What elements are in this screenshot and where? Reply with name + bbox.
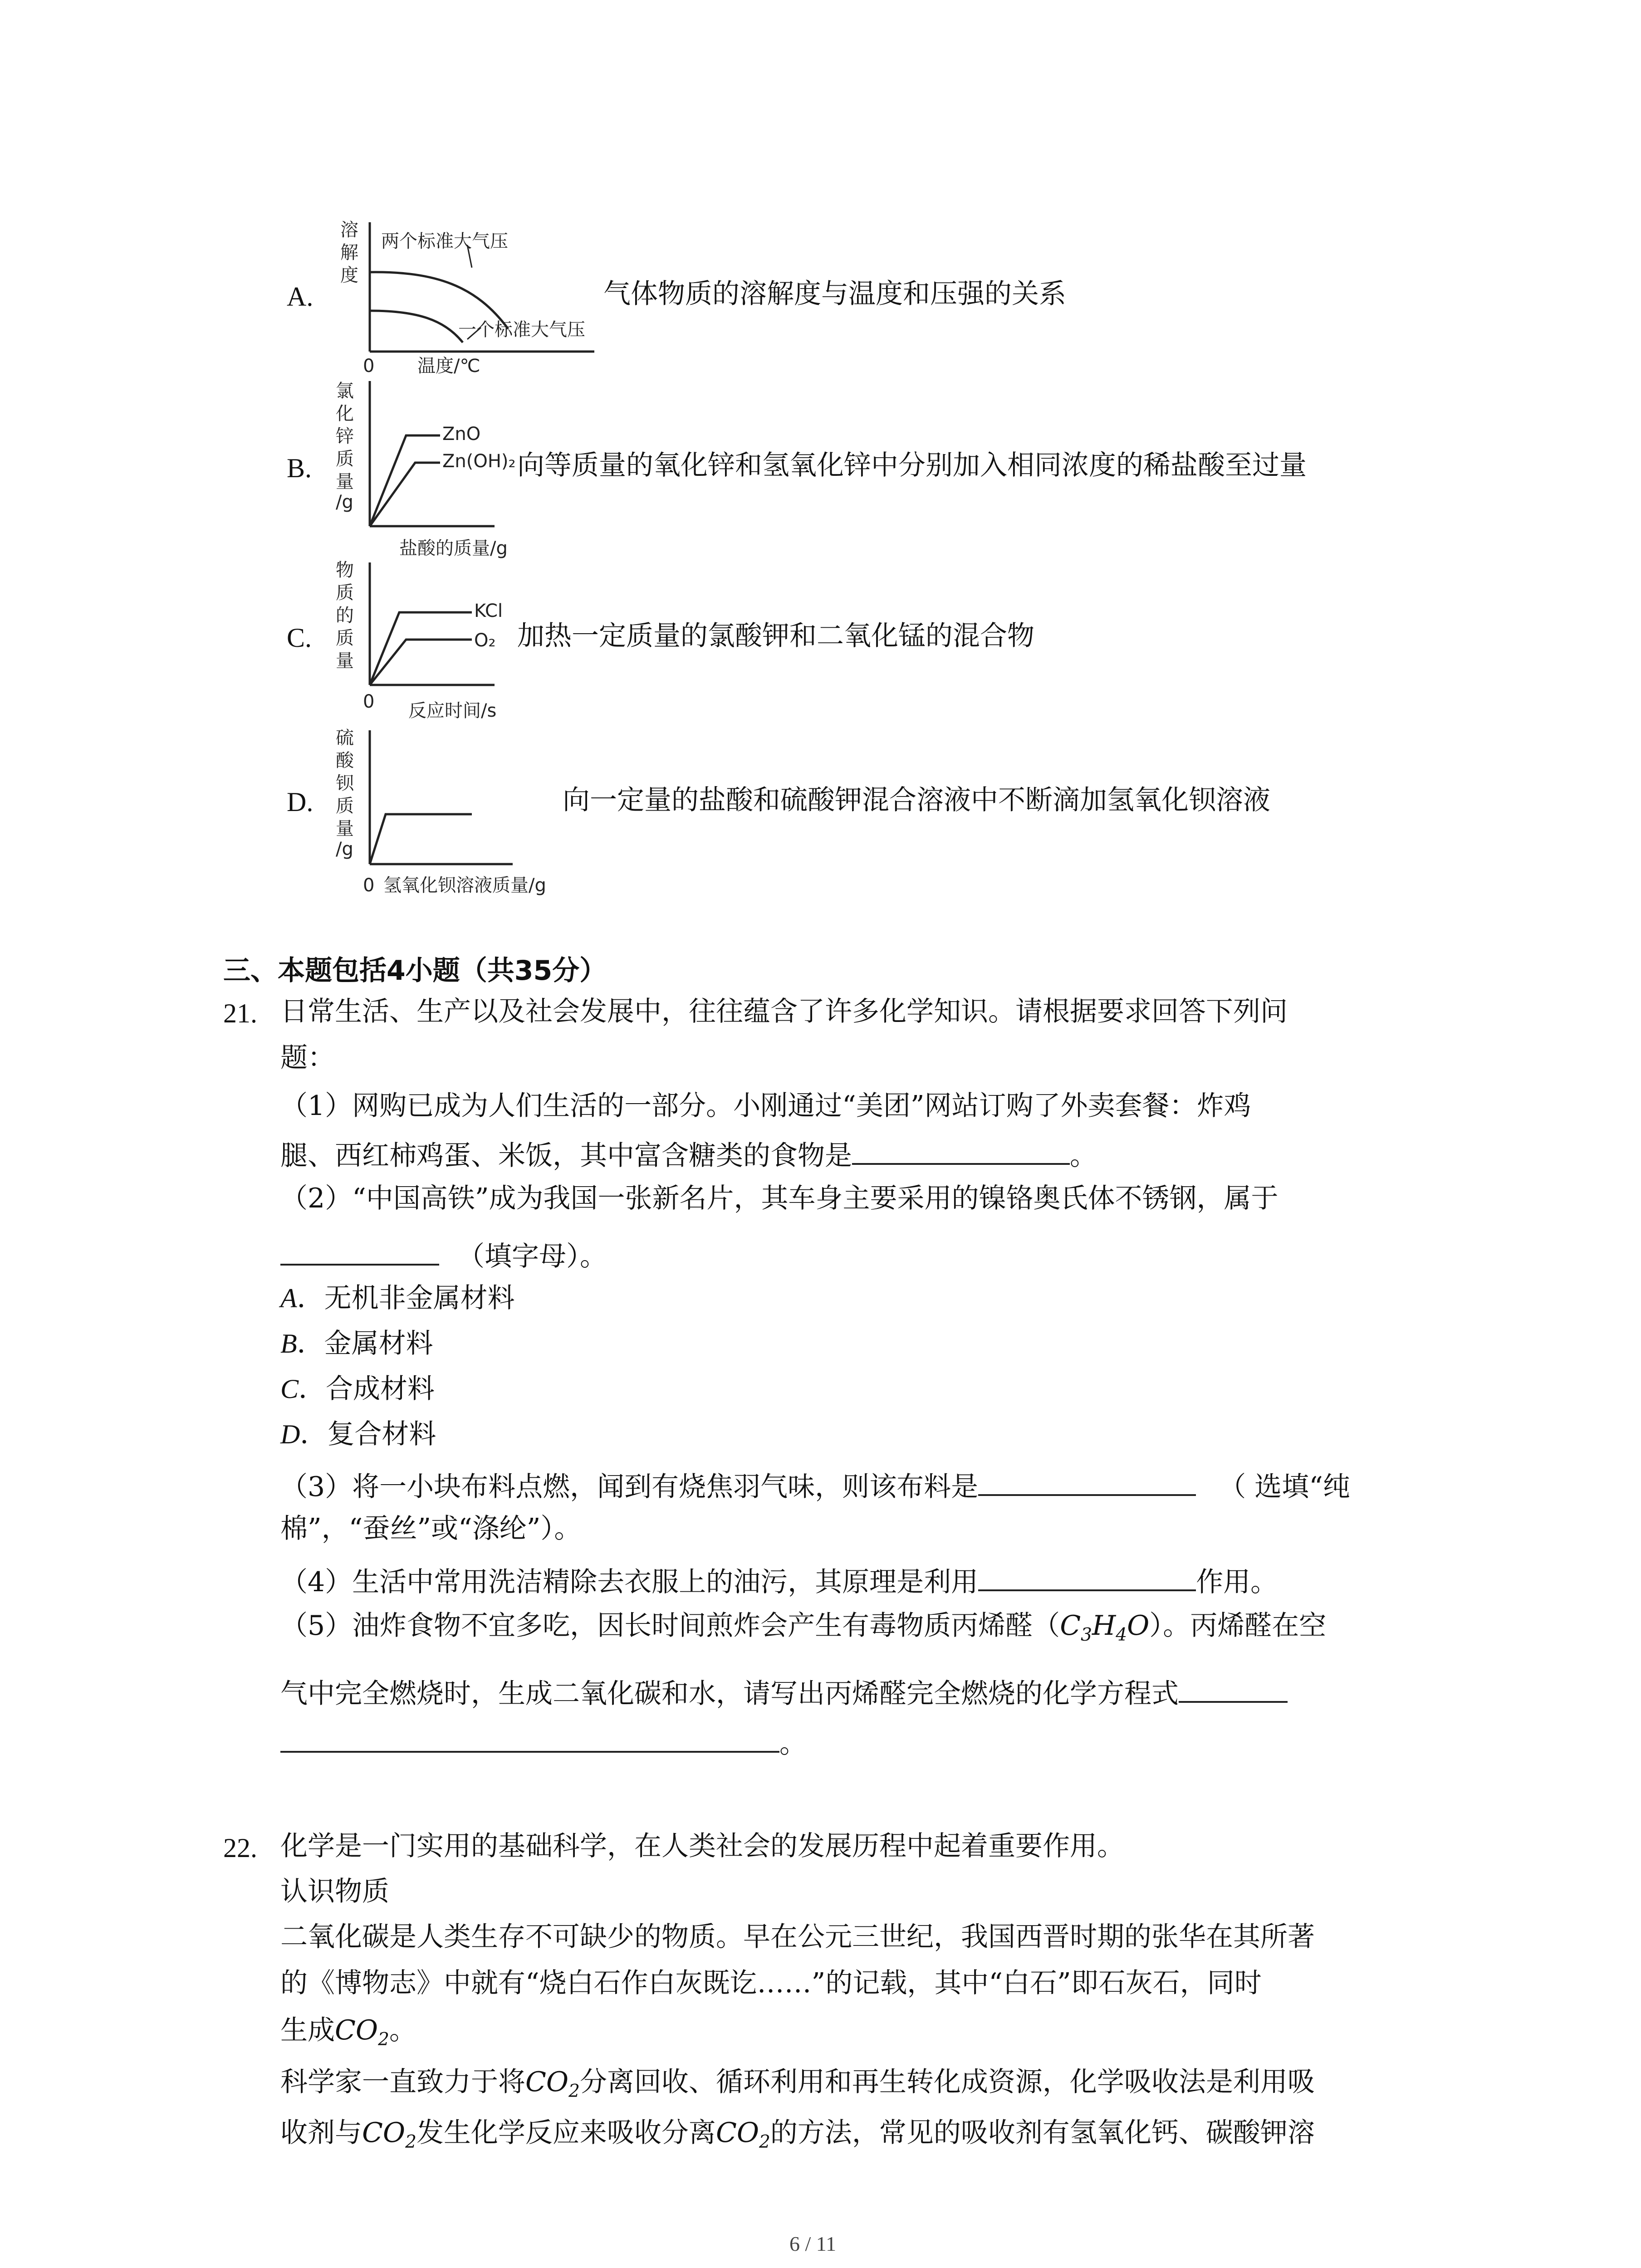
q21-stem-line1: 日常生活、生产以及社会发展中，往往蕴含了许多化学知识。请根据要求回答下列问 [280, 996, 1288, 1027]
q21-choice-d [280, 1418, 436, 1450]
graph-d-ylabel-4: 质 [336, 796, 354, 816]
graph-c-ylabel-2: 质 [336, 582, 354, 603]
q21-choice-d-letter: D [280, 1419, 300, 1449]
q21-p1-end: 。 [1070, 1140, 1097, 1172]
graph-b-xlabel: 盐酸的质量/g [399, 538, 508, 559]
q21-choice-b-letter: B [280, 1329, 297, 1359]
q21-p4-answer-blank[interactable] [978, 1564, 1196, 1591]
graph-a-curve-one-atm [370, 311, 463, 342]
q21-choice-a-text: ．无机非金属材料 [297, 1282, 515, 1314]
q22-stem: 化学是一门实用的基础科学，在人类社会的发展历程中起着重要作用。 [280, 1830, 1124, 1862]
q21-choice-a [280, 1282, 515, 1314]
option-b-graph [327, 376, 517, 562]
q21-p1-line2 [280, 1138, 1097, 1172]
option-b-text: 向等质量的氧化锌和氢氧化锌中分别加入相同浓度的稀盐酸至过量 [517, 450, 1307, 481]
graph-c-ylabel-1: 物 [336, 560, 354, 581]
graph-b-label-znoh2: Zn(OH)₂ [442, 451, 516, 472]
q22-para1-line3: 生成$CO_2$。 [280, 2014, 416, 2050]
q21-choice-b [280, 1330, 433, 1357]
q22-number: 22. [223, 1833, 257, 1863]
option-a-text: 气体物质的溶解度与温度和压强的关系 [603, 278, 1066, 310]
graph-c-ylabel-4: 质 [336, 628, 354, 649]
q21-choice-c-letter: C [280, 1374, 299, 1404]
graph-d-ylabel-2: 酸 [336, 750, 354, 771]
q21-stem-line2: 题： [280, 1042, 335, 1074]
option-b-letter: B. [287, 453, 312, 483]
q21-choice-b-text: ．金属材料 [297, 1328, 433, 1359]
q21-p2-answer-blank[interactable] [280, 1238, 439, 1266]
graph-b-ylabel-5: 量 [336, 471, 354, 492]
graph-d-curve [370, 814, 472, 864]
graph-c-label-o2: O₂ [474, 630, 496, 651]
q21-p5-line1 [280, 1612, 1326, 1644]
q21-p2-line1: （2）“中国高铁”成为我国一张新名片，其车身主要采用的镍铬奥氏体不锈钢，属于 [280, 1183, 1279, 1214]
graph-d-ylabel-6: /g [336, 839, 353, 860]
q21-p3-line1 [280, 1469, 1350, 1501]
graph-c-origin: 0 [363, 691, 375, 712]
q21-p5-text-c: 气中完全燃烧时，生成二氧化碳和水，请写出丙烯醛完全燃烧的化学方程式 [280, 1678, 1179, 1710]
graph-c-ylabel-3: 的 [336, 605, 354, 626]
option-c-letter: C. [287, 623, 312, 653]
graph-b-ylabel-4: 质 [336, 449, 354, 469]
q21-p5-line3 [280, 1725, 807, 1760]
q21-p5-answer-blank-2[interactable] [280, 1725, 779, 1753]
section-heading: 三、本题包括4小题（共35分） [223, 955, 607, 987]
graph-a-ylabel-3: 度 [340, 265, 358, 286]
q21-p4-text-a: （4）生活中常用洗洁精除去衣服上的油污，其原理是利用 [280, 1566, 979, 1598]
option-a-graph [327, 218, 608, 390]
option-d-graph [327, 726, 581, 898]
option-d-text: 向一定量的盐酸和硫酸钾混合溶液中不断滴加氢氧化钡溶液 [563, 784, 1270, 816]
q21-choice-d-text: ．复合材料 [300, 1418, 436, 1450]
q21-p5-text-b: ）。丙烯醛在空 [1149, 1610, 1327, 1642]
q21-number: 21. [223, 998, 257, 1028]
q21-p5-formula: $C_3H_4O$ [1060, 1610, 1150, 1645]
graph-a-label-one-atm: 一个标准大气压 [458, 319, 585, 340]
q21-p5-text-a: （5）油炸食物不宜多吃，因长时间煎炸会产生有毒物质丙烯醛（ [280, 1610, 1060, 1642]
graph-d-ylabel-3: 钡 [336, 773, 354, 794]
graph-d-origin: 0 [363, 875, 375, 896]
graph-b-curve-znoh2 [370, 463, 440, 526]
q21-p2-line2 [280, 1238, 607, 1270]
q22-para2-line2: 收剂与$CO_2$发生化学反应来吸收分离$CO_2$的方法，常见的吸收剂有氢氧化钙、碳酸钾溶 [280, 2117, 1315, 2152]
graph-d-xlabel: 氢氧化钡溶液质量/g [383, 875, 546, 896]
q21-p4-line [280, 1564, 1278, 1596]
q21-p4-text-b: 作用。 [1196, 1566, 1278, 1598]
graph-a-origin: 0 [363, 356, 375, 376]
option-c-graph [327, 558, 517, 730]
graph-a-xlabel: 温度/℃ [417, 356, 480, 376]
option-d-letter: D. [287, 787, 314, 817]
q21-choice-c [280, 1375, 435, 1403]
q22-para1-line2: 的《博物志》中就有“烧白石作白灰既讫……”的记载，其中“白石”即石灰石，同时 [280, 1967, 1262, 1999]
graph-c-label-kcl: KCl [474, 601, 503, 621]
graph-d-ylabel-5: 量 [336, 818, 354, 839]
q21-p3-text-b: （ 选填“纯 [1219, 1471, 1350, 1503]
q22-co2-formula-2: $CO_2$ [525, 2066, 580, 2102]
q22-para2-line1: 科学家一直致力于将$CO_2$分离回收、循环利用和再生转化成资源，化学吸收法是利用吸 [280, 2066, 1315, 2102]
q21-p3-line2: 棉”，“蚕丝”或“涤纶”）。 [280, 1513, 582, 1545]
page-number: 6 / 11 [789, 2232, 837, 2255]
graph-b-ylabel-2: 化 [336, 403, 354, 424]
q21-choice-c-text: ．合成材料 [299, 1373, 435, 1405]
option-c-text: 加热一定质量的氯酸钾和二氧化锰的混合物 [517, 620, 1034, 652]
graph-a-ylabel-1: 溶 [340, 220, 358, 240]
graph-b-ylabel-1: 氯 [336, 381, 354, 401]
q21-choice-a-letter: A [280, 1283, 297, 1313]
q21-p5-line2 [280, 1676, 1288, 1710]
q22-co2-formula-4: $CO_2$ [715, 2117, 770, 2152]
q21-p2-text: （填字母）。 [457, 1241, 607, 1272]
q21-p1-answer-blank[interactable] [852, 1138, 1070, 1165]
graph-b-ylabel-3: 锌 [336, 426, 354, 447]
q22-co2-formula-1: $CO_2$ [335, 2014, 389, 2050]
graph-b-label-zno: ZnO [442, 424, 481, 445]
q22-subtitle: 认识物质 [280, 1876, 389, 1907]
q21-p1-line1: （1）网购已成为人们生活的一部分。小刚通过“美团”网站订购了外卖套餐：炸鸡 [280, 1090, 1251, 1122]
graph-a-label-two-atm: 两个标准大气压 [381, 231, 508, 252]
graph-a-ylabel-2: 解 [340, 242, 358, 263]
q22-co2-formula-3: $CO_2$ [362, 2117, 416, 2152]
q22-para1-line1: 二氧化碳是人类生存不可缺少的物质。早在公元三世纪，我国西晋时期的张华在其所著 [280, 1921, 1315, 1953]
graph-c-xlabel: 反应时间/s [408, 700, 497, 721]
graph-b-ylabel-6: /g [336, 492, 353, 513]
q21-p1-text: 腿、西红柿鸡蛋、米饭，其中富含糖类的食物是 [280, 1140, 852, 1172]
q21-p3-text-a: （3）将一小块布料点燃，闻到有烧焦羽气味，则该布料是 [280, 1471, 979, 1503]
graph-c-ylabel-5: 量 [336, 650, 354, 671]
option-a-letter: A. [287, 282, 314, 312]
q21-p5-end: 。 [779, 1728, 807, 1760]
q21-p5-answer-blank-1[interactable] [1179, 1676, 1288, 1703]
q21-p3-answer-blank[interactable] [978, 1469, 1196, 1496]
graph-c-curve-kcl [370, 612, 472, 685]
graph-d-ylabel-1: 硫 [336, 728, 354, 748]
